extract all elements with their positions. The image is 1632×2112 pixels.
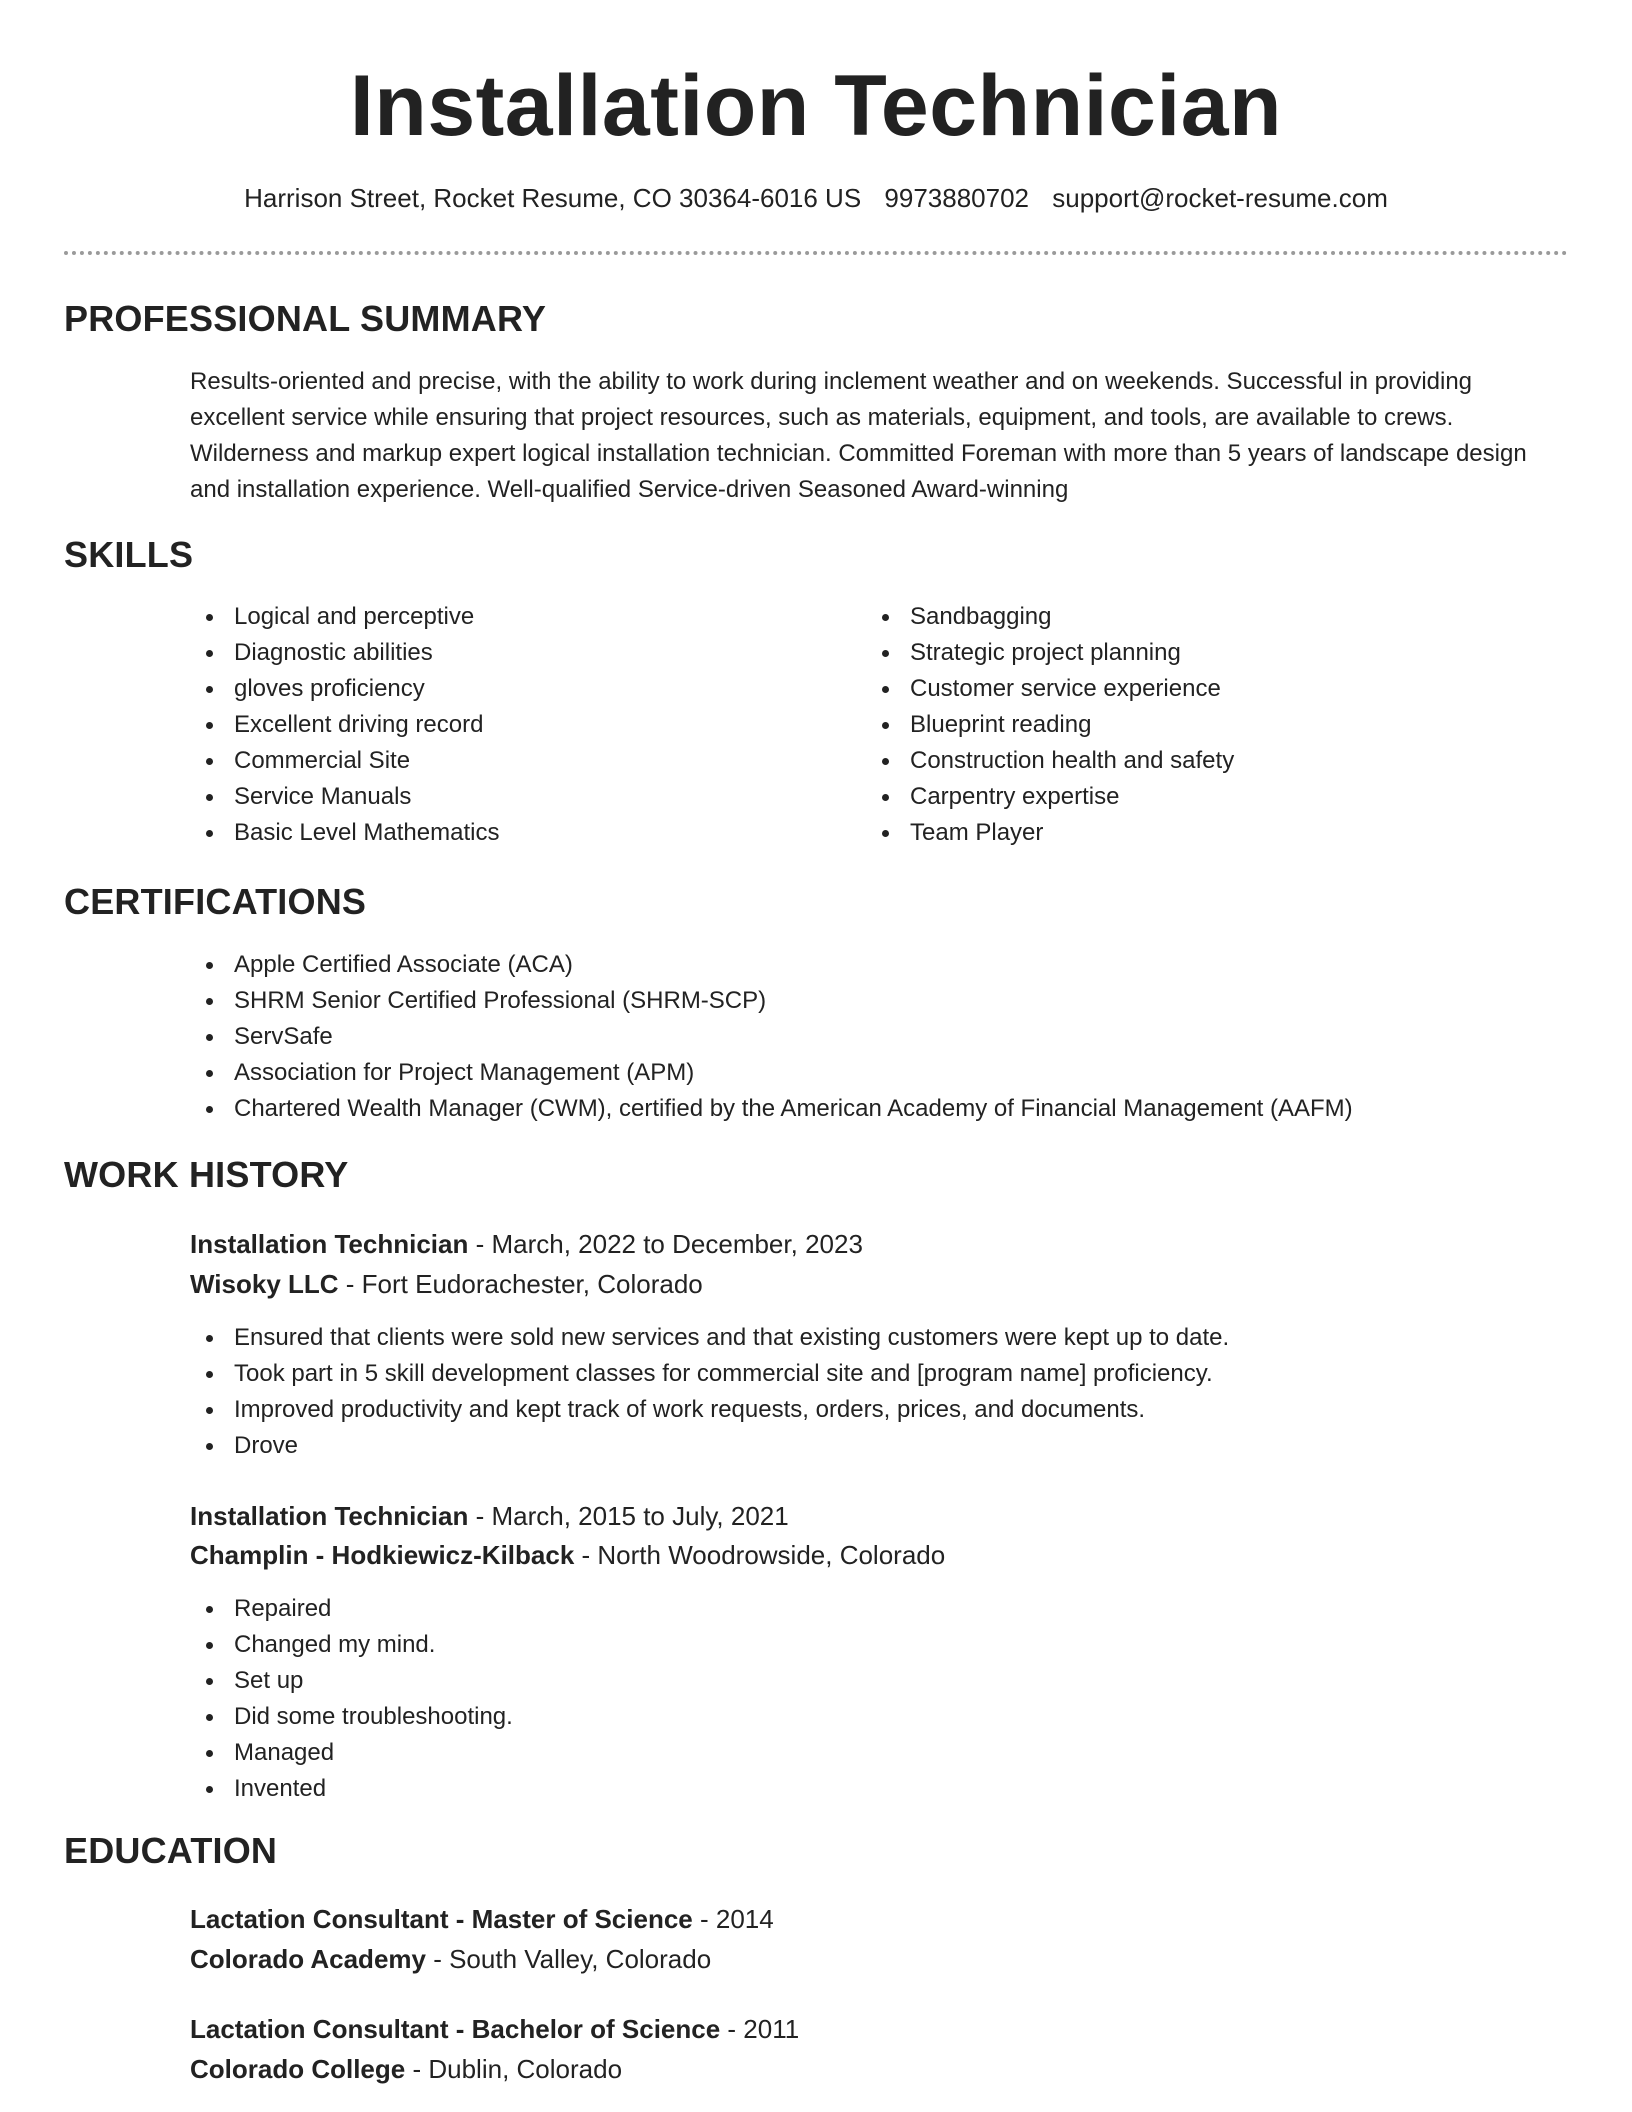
education-year: - 2011 bbox=[720, 2014, 800, 2044]
summary-heading: PROFESSIONAL SUMMARY bbox=[64, 298, 547, 339]
certifications-list bbox=[190, 947, 1353, 1127]
education-location: - South Valley, Colorado bbox=[425, 1944, 712, 1974]
job-company-line bbox=[190, 1265, 703, 1303]
skill-item: Service Manuals bbox=[190, 779, 499, 815]
job-bullets bbox=[190, 1591, 513, 1807]
education-school: Colorado Academy bbox=[190, 1944, 426, 1974]
header-divider bbox=[64, 251, 1568, 255]
education-heading: EDUCATION bbox=[64, 1830, 278, 1871]
skill-item: Strategic project planning bbox=[866, 635, 1234, 671]
skill-item: Logical and perceptive bbox=[190, 599, 499, 635]
education-degree-line bbox=[190, 2010, 799, 2048]
job-company: Wisoky LLC bbox=[190, 1269, 339, 1299]
job-bullet: Did some troubleshooting. bbox=[190, 1699, 513, 1735]
job-bullet: Set up bbox=[190, 1663, 513, 1699]
education-degree: Lactation Consultant - Master of Science bbox=[190, 1904, 693, 1934]
skills-list-right bbox=[866, 599, 1234, 851]
certification-item: ServSafe bbox=[190, 1019, 1353, 1055]
certification-item: SHRM Senior Certified Professional (SHRM-SCP) bbox=[190, 983, 1353, 1019]
job-dates: - March, 2022 to December, 2023 bbox=[468, 1229, 863, 1259]
contact-phone: 9973880702 bbox=[884, 183, 1030, 213]
skill-item: Basic Level Mathematics bbox=[190, 815, 499, 851]
certification-item: Chartered Wealth Manager (CWM), certified by the American Academy of Financial Management (AAFM) bbox=[190, 1091, 1353, 1127]
summary-text: Results-oriented and precise, with the ability to work during inclement weather and on weekends. Successful in providing excellent service while ensuring that project resources, such as materials, equipment, and tools, are available to crews. Wilderness and markup expert logical installation technician. Committed Foreman with more than 5 years of landscape design and installation experience. Well-qualified Service-driven Seasoned Award-winning bbox=[190, 368, 1527, 503]
certifications-heading: CERTIFICATIONS bbox=[64, 881, 367, 922]
job-location: - North Woodrowside, Colorado bbox=[574, 1540, 946, 1570]
job-bullet: Ensured that clients were sold new services and that existing customers were kept up to date. bbox=[190, 1320, 1229, 1356]
contact-address: Harrison Street, Rocket Resume, CO 30364-6016 US bbox=[244, 183, 862, 213]
education-degree: Lactation Consultant - Bachelor of Science bbox=[190, 2014, 721, 2044]
education-location: - Dublin, Colorado bbox=[405, 2054, 623, 2084]
skill-item: Commercial Site bbox=[190, 743, 499, 779]
skill-item: Blueprint reading bbox=[866, 707, 1234, 743]
job-bullet: Invented bbox=[190, 1771, 513, 1807]
skill-item: Construction health and safety bbox=[866, 743, 1234, 779]
job-bullet: Managed bbox=[190, 1735, 513, 1771]
job-bullet: Drove bbox=[190, 1428, 1229, 1464]
job-bullet: Took part in 5 skill development classes for commercial site and [program name] proficiency. bbox=[190, 1356, 1229, 1392]
job-bullet: Changed my mind. bbox=[190, 1627, 513, 1663]
resume-name: Installation Technician bbox=[349, 58, 1283, 154]
job-role: Installation Technician bbox=[190, 1501, 469, 1531]
skill-item: gloves proficiency bbox=[190, 671, 499, 707]
job-location: - Fort Eudorachester, Colorado bbox=[338, 1269, 703, 1299]
education-degree-line bbox=[190, 1900, 774, 1938]
contact-email: support@rocket-resume.com bbox=[1052, 183, 1388, 213]
skill-item: Sandbagging bbox=[866, 599, 1234, 635]
job-bullets bbox=[190, 1320, 1229, 1464]
job-title-line bbox=[190, 1497, 789, 1535]
job-bullet: Repaired bbox=[190, 1591, 513, 1627]
job-bullet: Improved productivity and kept track of work requests, orders, prices, and documents. bbox=[190, 1392, 1229, 1428]
skill-item: Excellent driving record bbox=[190, 707, 499, 743]
skill-item: Carpentry expertise bbox=[866, 779, 1234, 815]
education-year: - 2014 bbox=[692, 1904, 774, 1934]
skill-item: Diagnostic abilities bbox=[190, 635, 499, 671]
job-company: Champlin - Hodkiewicz-Kilback bbox=[190, 1540, 575, 1570]
education-school-line bbox=[190, 1940, 711, 1978]
skills-list-left bbox=[190, 599, 499, 851]
job-role: Installation Technician bbox=[190, 1229, 469, 1259]
certification-item: Association for Project Management (APM) bbox=[190, 1055, 1353, 1091]
education-school: Colorado College bbox=[190, 2054, 406, 2084]
skills-heading: SKILLS bbox=[64, 534, 194, 575]
skill-item: Team Player bbox=[866, 815, 1234, 851]
job-company-line bbox=[190, 1536, 945, 1574]
certification-item: Apple Certified Associate (ACA) bbox=[190, 947, 1353, 983]
contact-line bbox=[0, 180, 1632, 216]
job-title-line bbox=[190, 1225, 863, 1263]
skill-item: Customer service experience bbox=[866, 671, 1234, 707]
work-history-heading: WORK HISTORY bbox=[64, 1154, 349, 1195]
education-school-line bbox=[190, 2050, 622, 2088]
job-dates: - March, 2015 to July, 2021 bbox=[468, 1501, 789, 1531]
